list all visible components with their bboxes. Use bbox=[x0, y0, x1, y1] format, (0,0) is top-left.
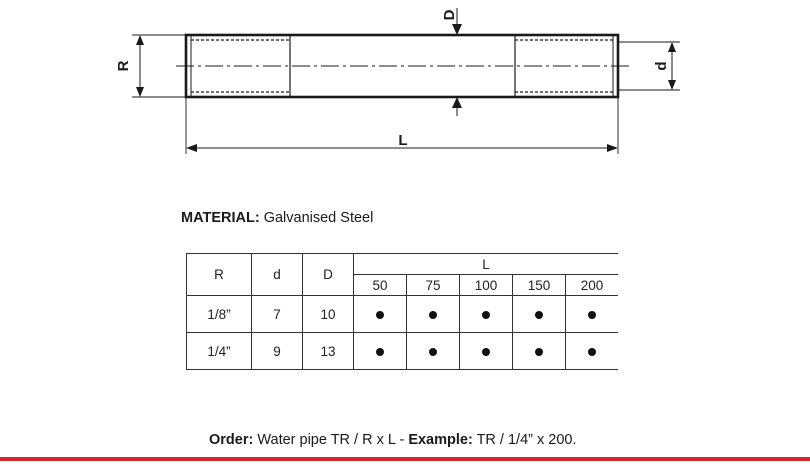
header-r: R bbox=[187, 254, 252, 296]
available-dot bbox=[429, 348, 437, 356]
bigd-arrow-top bbox=[452, 24, 462, 35]
material-label: MATERIAL: bbox=[181, 210, 260, 226]
available-dot bbox=[376, 348, 384, 356]
table-header-row bbox=[187, 254, 619, 275]
cell-r: 1/8” bbox=[187, 296, 252, 333]
availability-cell bbox=[460, 296, 513, 333]
order-text: Water pipe TR / R x L - bbox=[257, 432, 405, 448]
order-label: Order: bbox=[209, 432, 254, 448]
material-line bbox=[181, 210, 373, 226]
l-dimension-label: L bbox=[398, 132, 408, 149]
table-row bbox=[187, 333, 619, 370]
footer-accent-rule bbox=[0, 457, 810, 461]
l-arrow-right bbox=[607, 144, 618, 152]
length-header-cell: 100 bbox=[460, 275, 513, 296]
available-dot bbox=[535, 348, 543, 356]
cell-bigd: 10 bbox=[303, 296, 354, 333]
availability-cell bbox=[354, 296, 407, 333]
order-line bbox=[209, 432, 577, 448]
availability-cell bbox=[513, 333, 566, 370]
available-dot bbox=[588, 348, 596, 356]
available-dot bbox=[482, 348, 490, 356]
available-dot bbox=[535, 311, 543, 319]
l-arrow-left bbox=[186, 144, 197, 152]
d-arrow-top bbox=[668, 42, 676, 52]
size-availability-table bbox=[186, 253, 619, 370]
example-label: Example: bbox=[408, 432, 473, 448]
cell-r: 1/4” bbox=[187, 333, 252, 370]
length-header-cell: 150 bbox=[513, 275, 566, 296]
availability-cell bbox=[566, 296, 619, 333]
cell-d: 9 bbox=[252, 333, 303, 370]
r-dimension-label: R bbox=[115, 60, 132, 72]
length-header-cell: 75 bbox=[407, 275, 460, 296]
header-bigd: D bbox=[303, 254, 354, 296]
header-d: d bbox=[252, 254, 303, 296]
available-dot bbox=[482, 311, 490, 319]
availability-cell bbox=[407, 333, 460, 370]
availability-cell bbox=[566, 333, 619, 370]
pipe-technical-drawing bbox=[0, 0, 810, 200]
d-arrow-bottom bbox=[668, 80, 676, 90]
availability-cell bbox=[460, 333, 513, 370]
length-header-cell: 50 bbox=[354, 275, 407, 296]
material-value: Galvanised Steel bbox=[263, 210, 374, 226]
availability-cell bbox=[407, 296, 460, 333]
cell-bigd: 13 bbox=[303, 333, 354, 370]
r-arrow-top bbox=[136, 35, 144, 45]
example-text: TR / 1/4” x 200. bbox=[476, 432, 577, 448]
table-row bbox=[187, 296, 619, 333]
cell-d: 7 bbox=[252, 296, 303, 333]
length-header-cell: 200 bbox=[566, 275, 619, 296]
bigd-dimension-label: D bbox=[441, 9, 458, 21]
availability-cell bbox=[513, 296, 566, 333]
d-dimension-label: d bbox=[653, 61, 670, 71]
bigd-arrow-bottom bbox=[452, 97, 462, 108]
header-l: L bbox=[354, 254, 619, 275]
available-dot bbox=[429, 311, 437, 319]
available-dot bbox=[376, 311, 384, 319]
table-cut-edge bbox=[618, 251, 626, 394]
r-arrow-bottom bbox=[136, 87, 144, 97]
availability-cell bbox=[354, 333, 407, 370]
available-dot bbox=[588, 311, 596, 319]
